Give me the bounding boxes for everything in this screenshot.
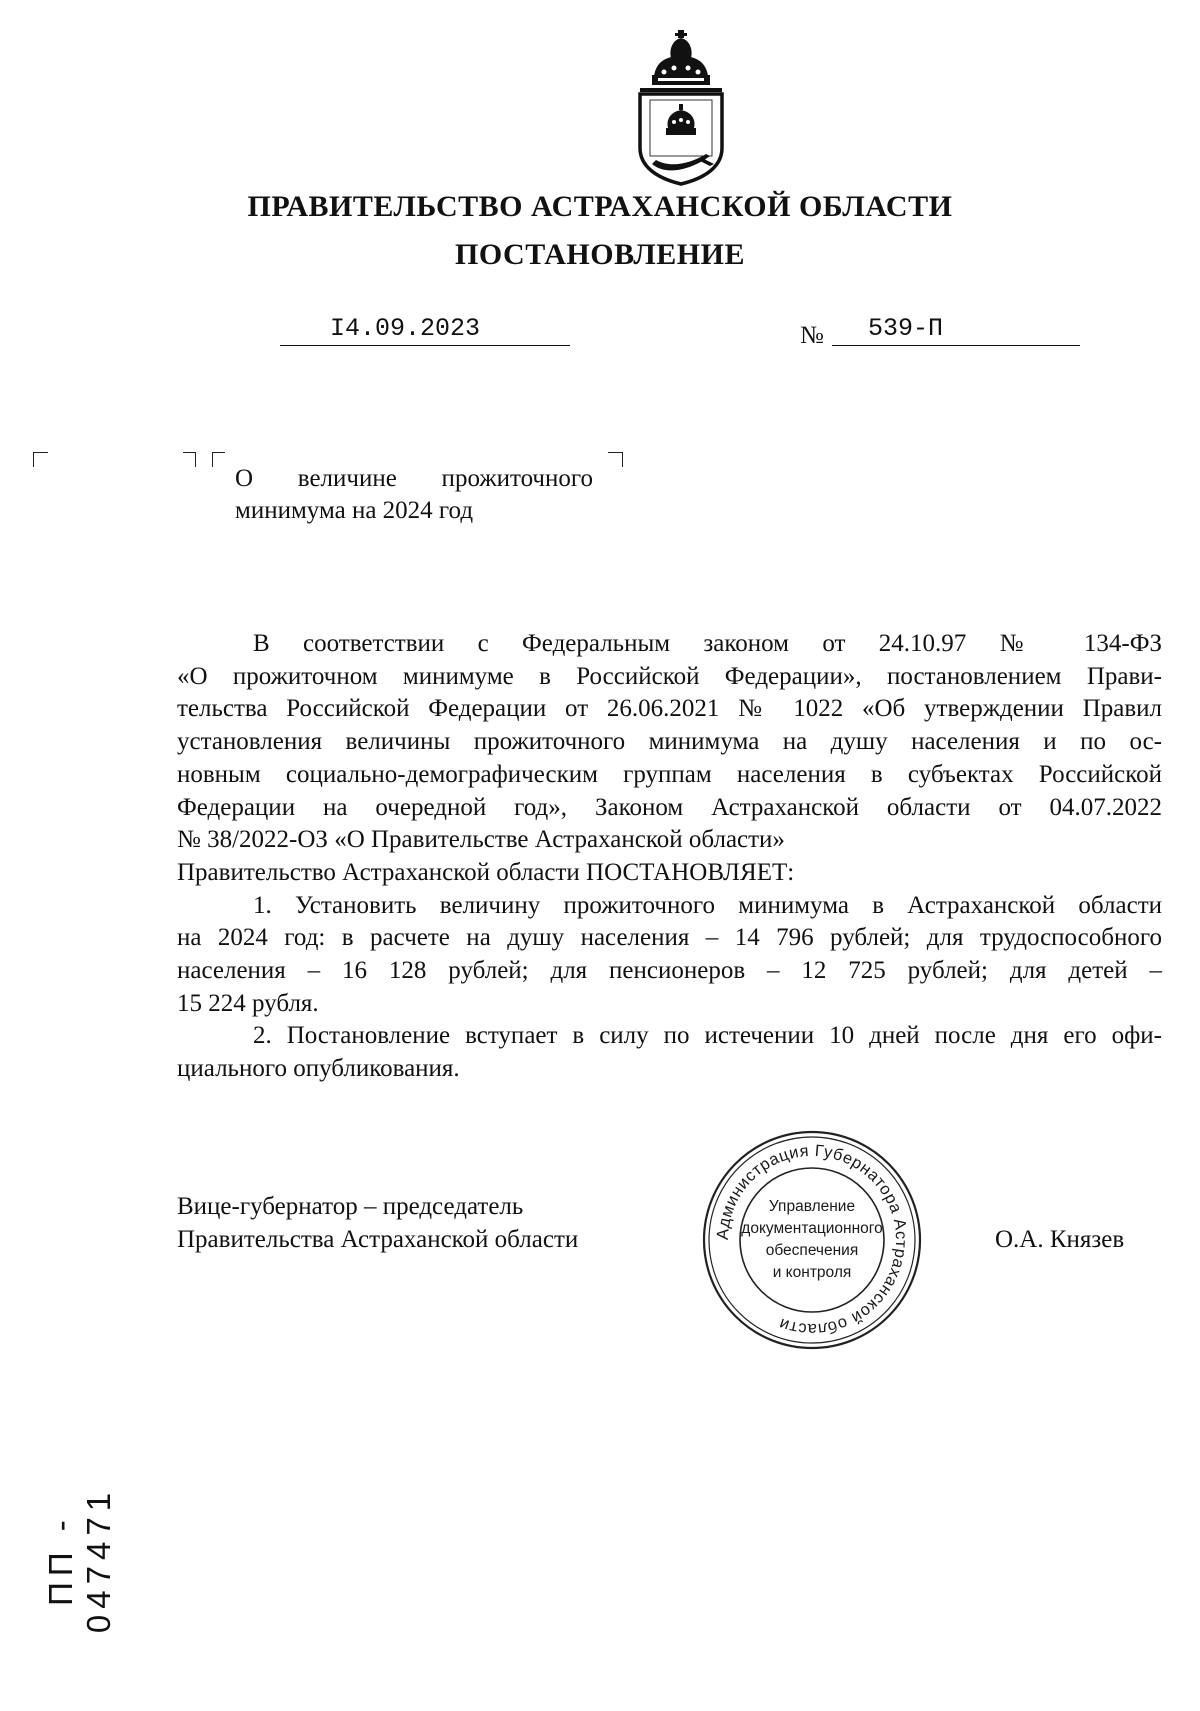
corner-mark xyxy=(33,452,48,467)
stamp-line: Управление xyxy=(768,1198,856,1215)
body-line: 1. Установить величину прожиточного минимума в Астраханской области xyxy=(253,891,1162,919)
stamp-center-text xyxy=(736,1196,888,1284)
corner-mark xyxy=(608,452,623,467)
body-text xyxy=(177,628,1162,1086)
stamp-line: документационного xyxy=(741,1220,883,1237)
number-underline xyxy=(832,345,1080,346)
body-line: Федерации на очередной год», Законом Астраханской области от 04.07.2022 xyxy=(177,793,1162,821)
body-line: 2. Постановление вступает в силу по истечении 10 дней после дня его офи- xyxy=(253,1022,1162,1050)
body-line: на 2024 год: в расчете на душу населения – 14 796 рублей; для трудоспособного xyxy=(177,924,1162,952)
coat-of-arms-icon xyxy=(636,28,726,186)
signatory-name: О.А. Князев xyxy=(995,1226,1125,1253)
body-line: циального опубликования. xyxy=(177,1055,460,1083)
stamp-line: обеспечения xyxy=(765,1242,859,1259)
stamp-line: и контроля xyxy=(772,1264,852,1281)
number-label: № xyxy=(800,322,824,349)
body-line: № 38/2022-ОЗ «О Правительстве Астраханской области» xyxy=(177,826,785,854)
organization-name: ПРАВИТЕЛЬСТВО АСТРАХАНСКОЙ ОБЛАСТИ xyxy=(247,190,953,223)
body-line: Правительство Астраханской области ПОСТАНОВЛЯЕТ: xyxy=(177,858,795,886)
corner-mark xyxy=(183,452,196,467)
body-line: новным социально-демографическим группам населения в субъектах Российской xyxy=(177,760,1162,788)
subject-line: О величине прожиточного xyxy=(235,465,593,492)
body-line: В соответствии с Федеральным законом от 24.10.97 № 134-ФЗ xyxy=(253,630,1162,657)
body-line: «О прожиточном минимуме в Российской Федерации», постановлением Прави- xyxy=(177,662,1162,690)
body-line: населения – 16 128 рублей; для пенсионеров – 12 725 рублей; для детей – xyxy=(177,957,1162,985)
signatory-title: Правительства Астраханской области xyxy=(177,1226,579,1253)
body-line: тельства Российской Федерации от 26.06.2021 № 1022 «Об утверждении Правил xyxy=(177,695,1162,723)
date-underline xyxy=(280,345,570,346)
document-type: ПОСТАНОВЛЕНИЕ xyxy=(455,238,745,271)
document-date: I4.09.2023 xyxy=(330,314,481,343)
document-number: 539-П xyxy=(868,314,944,343)
signatory-title: Вице-губернатор – председатель xyxy=(177,1193,524,1220)
corner-mark xyxy=(212,452,225,467)
body-line: 15 224 рубля. xyxy=(177,989,319,1017)
subject-line: минимума на 2024 год xyxy=(235,497,474,524)
stamp-ring-text: Администрация Губернатора Астраханской области xyxy=(713,1141,911,1339)
serial-text: ПП - 047471 xyxy=(42,1486,117,1634)
body-line: установления величины прожиточного минимума на душу населения и по ос- xyxy=(177,728,1162,756)
